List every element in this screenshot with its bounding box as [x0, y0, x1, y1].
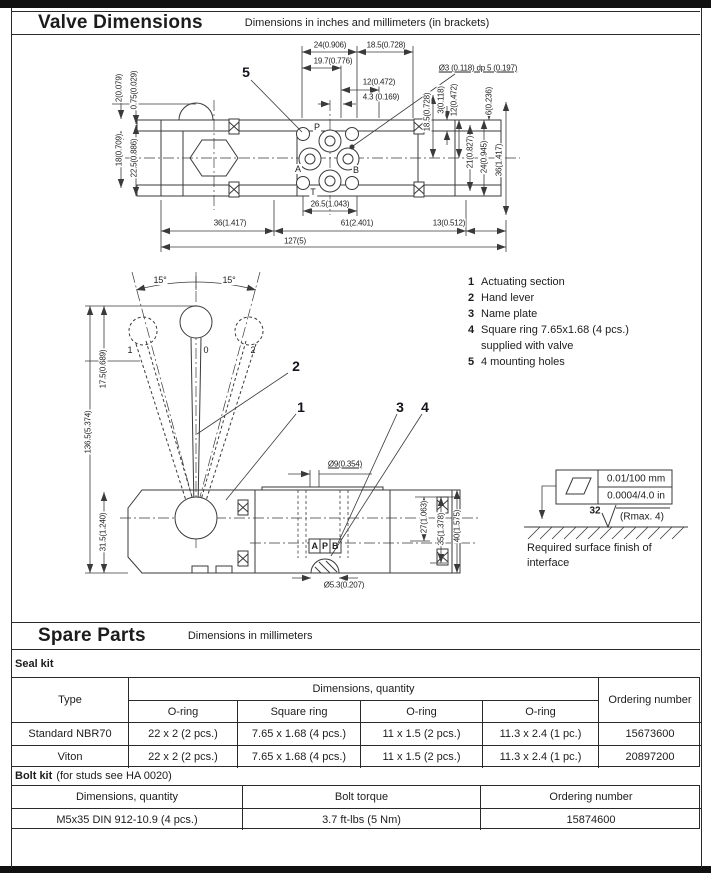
dim-label: 36(1.417): [494, 143, 504, 177]
lever-position-0: 0: [203, 345, 209, 355]
dim-label: 27(1.063): [419, 500, 429, 534]
bolt-row-dimensions: M5x35 DIN 912-10.9 (4 pcs.): [12, 808, 242, 830]
dim-label: 18(0.709): [114, 133, 124, 167]
dim-label: 18.5(0.728): [422, 92, 432, 132]
row-ordering-number: 20897200: [598, 745, 701, 768]
dim-label: 19.7(0.776): [313, 56, 353, 66]
dim-label: Ø5.3(0.207): [323, 580, 365, 590]
dim-label: 2(0.079): [114, 73, 124, 103]
page-title: Valve Dimensions: [38, 12, 203, 33]
hole-callout: Ø3 (0.118) dp 5 (0.197): [438, 63, 518, 73]
angle-label: 15°: [153, 275, 167, 285]
spare-parts-title: Spare Parts: [38, 625, 146, 646]
legend-item: [468, 290, 703, 306]
bolt-header-torque: Bolt torque: [242, 786, 480, 808]
surface-caption-line2: interface: [527, 557, 570, 569]
legend-num: 2: [468, 292, 475, 304]
callout-2: 2: [292, 358, 300, 374]
port-label-t: T: [310, 187, 316, 197]
legend-num: [468, 338, 481, 354]
legend-text: Name plate: [481, 308, 538, 320]
sub-header-o-ring: O-ring: [360, 700, 482, 722]
roughness-value: 32: [589, 505, 601, 517]
port-label-b: B: [352, 165, 360, 175]
spare-parts-header: [11, 622, 700, 650]
legend-item: [468, 306, 703, 322]
lever-position-1: 1: [127, 345, 133, 355]
bolt-row-torque: 3.7 ft-lbs (5 Nm): [242, 808, 480, 830]
legend-num: 1: [468, 276, 475, 288]
dim-label: 3(0.118): [436, 86, 446, 114]
row-cell: 7.65 x 1.68 (4 pcs.): [237, 745, 360, 768]
row-cell: 11.3 x 2.4 (1 pc.): [482, 722, 598, 745]
sub-header-o-ring: O-ring: [128, 700, 237, 722]
dim-label: 13(0.512): [432, 218, 466, 228]
dim-label: 12(0.472): [362, 77, 396, 87]
dim-label: 6(0.236): [484, 86, 494, 116]
dim-label: 35(1.378): [436, 512, 446, 546]
seal-kit-table: [11, 677, 700, 767]
row-cell: 7.65 x 1.68 (4 pcs.): [237, 722, 360, 745]
legend-item: [468, 274, 703, 290]
legend-item: [468, 322, 703, 338]
dim-label: 21(0.827): [465, 135, 475, 169]
flatness-mm: 0.01/100 mm: [606, 473, 666, 485]
row-cell: 11 x 1.5 (2 pcs.): [360, 722, 482, 745]
row-cell: 22 x 2 (2 pcs.): [128, 722, 237, 745]
dim-label: 31.5(1.240): [98, 512, 108, 552]
roughness-note: (Rmax. 4): [620, 511, 664, 523]
surface-caption-line1: Required surface finish of: [527, 542, 652, 554]
port-pattern: [297, 128, 360, 193]
lever-position-2: 2: [250, 345, 256, 355]
angle-label: 15°: [222, 275, 236, 285]
name-plate-label: APB: [311, 541, 343, 551]
ground-hatch: [528, 527, 684, 539]
side-view-dim-lines: [85, 306, 460, 578]
dim-label: Ø9(0.354): [327, 459, 363, 469]
legend-text: 4 mounting holes: [481, 356, 565, 368]
legend-item: [468, 354, 703, 370]
page-subtitle: Dimensions in inches and millimeters (in brackets): [244, 17, 490, 29]
top-black-bar: [0, 0, 711, 8]
legend-num: 3: [468, 308, 475, 320]
spare-parts-subtitle: Dimensions in millimeters: [187, 630, 313, 642]
bolt-header-dimensions: Dimensions, quantity: [75, 791, 179, 803]
legend-text: Square ring 7.65x1.68 (4 pcs.): [481, 324, 629, 336]
callout-5: 5: [242, 64, 250, 80]
legend-text: Actuating section: [481, 276, 565, 288]
dim-label: 127(5): [284, 236, 306, 246]
row-cell: 11 x 1.5 (2 pcs.): [360, 745, 482, 768]
legend-item: [468, 338, 703, 354]
valve-dimensions-header: [11, 11, 700, 35]
legend-num: 4: [468, 324, 475, 336]
dim-label: 22.5(0.886): [129, 138, 139, 178]
col-header-dimensions-quantity: Dimensions, quantity: [128, 678, 598, 700]
bolt-row-ordering: 15874600: [480, 808, 701, 830]
dim-label: 0.75(0.029): [129, 70, 139, 110]
dim-label: 36(1.417): [213, 218, 247, 228]
seal-kit-label: Seal kit: [15, 657, 54, 670]
dim-label: 61(2.401): [340, 218, 374, 228]
dim-label: 136.5(5.374): [83, 410, 93, 454]
flatness-icon: [566, 478, 591, 494]
bolt-kit-note: (for studs see HA 0020): [56, 770, 172, 782]
bolt-kit-label-row: [11, 767, 700, 785]
port-label-a: A: [294, 164, 302, 174]
bolt-kit-table: [11, 785, 700, 829]
col-header-type: Type: [58, 694, 82, 706]
callout-1: 1: [297, 399, 305, 415]
legend-text: Hand lever: [481, 292, 535, 304]
seal-kit-label-row: [11, 650, 700, 677]
legend-list: [468, 274, 703, 370]
callout-4: 4: [421, 399, 429, 415]
dim-label: 4.3 (0.169): [362, 92, 400, 102]
row-ordering-number: 15673600: [598, 722, 701, 745]
legend-text: supplied with valve: [481, 340, 574, 352]
top-view-centerlines: [125, 100, 520, 215]
row-cell: 11.3 x 2.4 (1 pc.): [482, 745, 598, 768]
dim-label: 24(0.906): [313, 40, 347, 50]
dim-label: 26.5(1.043): [310, 199, 350, 209]
bolt-header-ordering: Ordering number: [480, 786, 701, 808]
row-type: Viton: [12, 745, 128, 768]
flatness-in: 0.0004/4.0 in: [607, 490, 665, 502]
side-view-body: [128, 487, 460, 573]
bolt-kit-label: Bolt kit: [15, 770, 53, 782]
legend-num: 5: [468, 356, 475, 368]
dim-label: 12(0.472): [449, 83, 459, 117]
port-label-p: P: [313, 122, 321, 132]
col-header-ordering-number: Ordering number: [598, 678, 701, 722]
dim-label: 40(1.575): [452, 509, 462, 543]
sub-header-square-ring: Square ring: [237, 700, 360, 722]
dim-label: 17.5(0.689): [98, 349, 108, 389]
row-cell: 22 x 2 (2 pcs.): [128, 745, 237, 768]
dim-label: 18.5(0.728): [366, 40, 406, 50]
roughness-check-icon: [602, 505, 616, 527]
sub-header-o-ring: O-ring: [482, 700, 598, 722]
callout-3: 3: [396, 399, 404, 415]
row-type: Standard NBR70: [12, 722, 128, 745]
dim-label: 24(0.945): [479, 140, 489, 174]
